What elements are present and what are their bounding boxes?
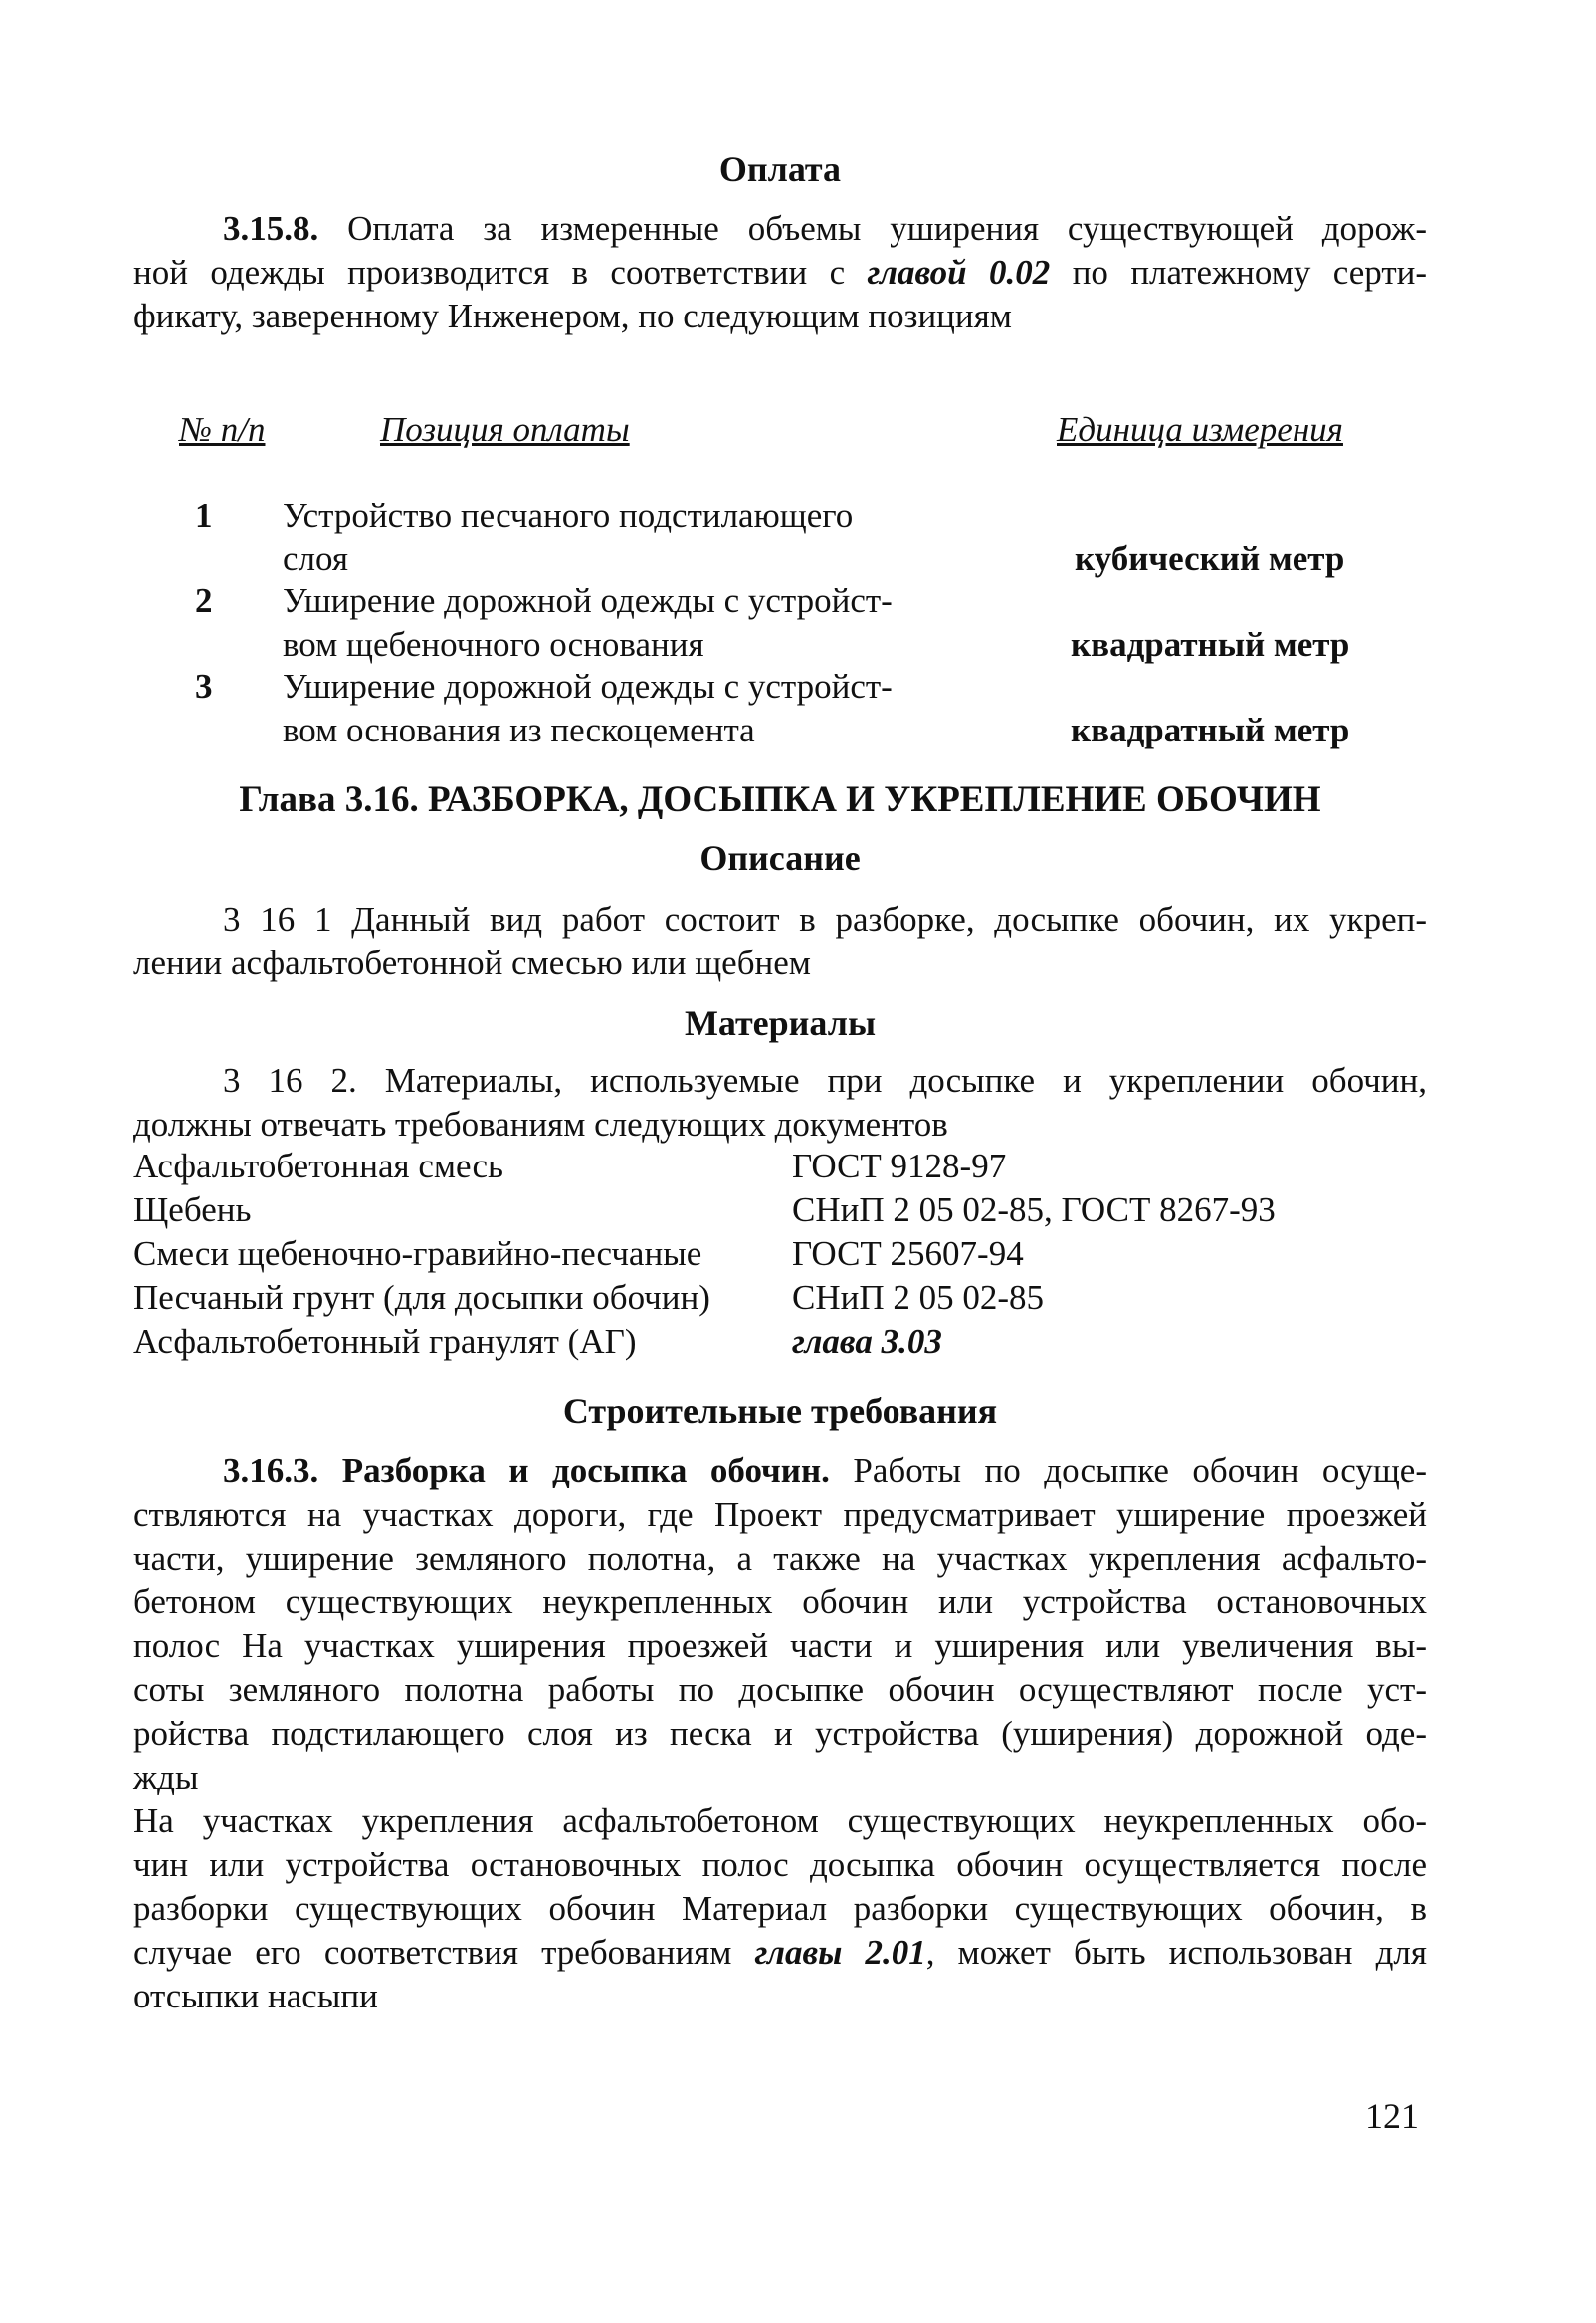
description-line-2: лении асфальтобетонной смесью или щебнем — [133, 944, 811, 982]
row-number: 2 — [195, 581, 213, 620]
material-name: Асфальтобетонная смесь — [133, 1147, 503, 1185]
table-row-continued — [0, 537, 1596, 581]
material-item — [0, 1145, 1596, 1188]
table-header-unit: Единица измерения — [1057, 410, 1343, 449]
subsection-title: 3.16.3. Разборка и досыпка обочин. — [223, 1451, 830, 1490]
construction-line: чин или устройства остановочных полос досыпка обочин осуществляется после — [133, 1845, 1427, 1884]
row-unit: кубический метр — [1075, 539, 1345, 578]
chapter-reference: главы 2.01 — [754, 1933, 926, 1972]
page-number: 121 — [1365, 2096, 1419, 2136]
construction-heading: Строительные требования — [562, 1391, 998, 1431]
construction-line: полос На участках уширения проезжей части и уширения или увеличения вы- — [133, 1626, 1427, 1665]
payment-heading: Оплата — [718, 149, 842, 189]
material-document: ГОСТ 9128-97 — [792, 1147, 1007, 1185]
material-name: Щебень — [133, 1190, 252, 1229]
construction-line: отсыпки насыпи — [133, 1977, 378, 2015]
material-document: ГОСТ 25607-94 — [792, 1234, 1024, 1273]
materials-line-2: должны отвечать требованиям следующих документов — [133, 1105, 948, 1144]
material-name: Смеси щебеночно-гравийно-песчаные — [133, 1234, 702, 1273]
construction-paragraph-1 — [133, 1449, 1427, 1799]
construction-line: части, уширение земляного полотна, а также на участках укрепления асфальто- — [133, 1539, 1427, 1578]
material-document: СНиП 2 05 02-85, ГОСТ 8267-93 — [792, 1190, 1276, 1229]
row-number: 3 — [195, 667, 213, 706]
row-unit: квадратный метр — [1071, 711, 1350, 749]
chapter-reference: главой 0.02 — [867, 253, 1051, 292]
row-position-line-1: Уширение дорожной одежды с устройст- — [283, 667, 893, 706]
payment-para-number: 3.15.8. — [223, 209, 319, 248]
table-row-continued — [0, 623, 1596, 667]
material-document: глава 3.03 — [792, 1322, 942, 1361]
description-paragraph — [133, 898, 1427, 985]
table-row-continued — [0, 709, 1596, 752]
chapter-title: Глава 3.16. РАЗБОРКА, ДОСЫПКА И УКРЕПЛЕНИЕ ОБОЧИН — [239, 779, 1321, 820]
row-unit: квадратный метр — [1071, 625, 1350, 664]
description-heading: Описание — [699, 838, 861, 878]
construction-line: бетоном существующих неукрепленных обочин или устройства остановочных — [133, 1583, 1427, 1621]
row-number: 1 — [195, 496, 213, 534]
row-position-line-2: слоя — [283, 539, 348, 578]
materials-heading: Материалы — [684, 1003, 877, 1043]
construction-paragraph-2 — [133, 1799, 1427, 2018]
construction-line: соты земляного полотна работы по досыпке обочин осуществляют после уст- — [133, 1670, 1427, 1709]
materials-paragraph — [133, 1059, 1427, 1147]
construction-line: разборки существующих обочин Материал разборки существующих обочин, в — [133, 1889, 1427, 1928]
material-document: СНиП 2 05 02-85 — [792, 1278, 1045, 1317]
payment-line-3: фикату, заверенному Инженером, по следующим позициям — [133, 297, 1012, 335]
table-header-number: № п/п — [179, 410, 266, 449]
construction-line: случае его соответствия требованиям главы 2.01, может быть использован для — [133, 1933, 1427, 1972]
table-header-position: Позиция оплаты — [380, 410, 630, 449]
construction-line: ройства подстилающего слоя из песка и устройства (уширения) дорожной оде- — [133, 1714, 1427, 1753]
material-item — [0, 1320, 1596, 1364]
material-item — [0, 1276, 1596, 1320]
construction-line: На участках укрепления асфальтобетоном существующих неукрепленных обо- — [133, 1801, 1427, 1840]
construction-line: жды — [133, 1758, 199, 1796]
table-row — [0, 665, 1596, 709]
payment-line-2: ной одежды производится в соответствии с главой 0.02 по платежному серти- — [133, 253, 1428, 292]
material-item — [0, 1232, 1596, 1276]
material-name: Асфальтобетонный гранулят (АГ) — [133, 1322, 637, 1361]
row-position-line-1: Уширение дорожной одежды с устройст- — [283, 581, 893, 620]
material-item — [0, 1188, 1596, 1232]
table-row — [0, 494, 1596, 537]
payment-paragraph — [133, 207, 1427, 338]
row-position-line-2: вом основания из пескоцемента — [283, 711, 755, 749]
table-row — [0, 579, 1596, 623]
material-name: Песчаный грунт (для досыпки обочин) — [133, 1278, 710, 1317]
row-position-line-2: вом щебеночного основания — [283, 625, 704, 664]
row-position-line-1: Устройство песчаного подстилающего — [283, 496, 854, 534]
construction-line-1: 3.16.3. Разборка и досыпка обочин. Работы по досыпке обочин осуще- — [223, 1451, 1427, 1490]
description-line-1: 3 16 1 Данный вид работ состоит в разборке, досыпке обочин, их укреп- — [223, 900, 1427, 939]
payment-line-1: 3.15.8. Оплата за измеренные объемы уширения существующей дорож- — [223, 209, 1427, 248]
construction-line: ствляются на участках дороги, где Проект предусматривает уширение проезжей — [133, 1495, 1427, 1534]
materials-line-1: 3 16 2. Материалы, используемые при досыпке и укреплении обочин, — [223, 1061, 1427, 1100]
